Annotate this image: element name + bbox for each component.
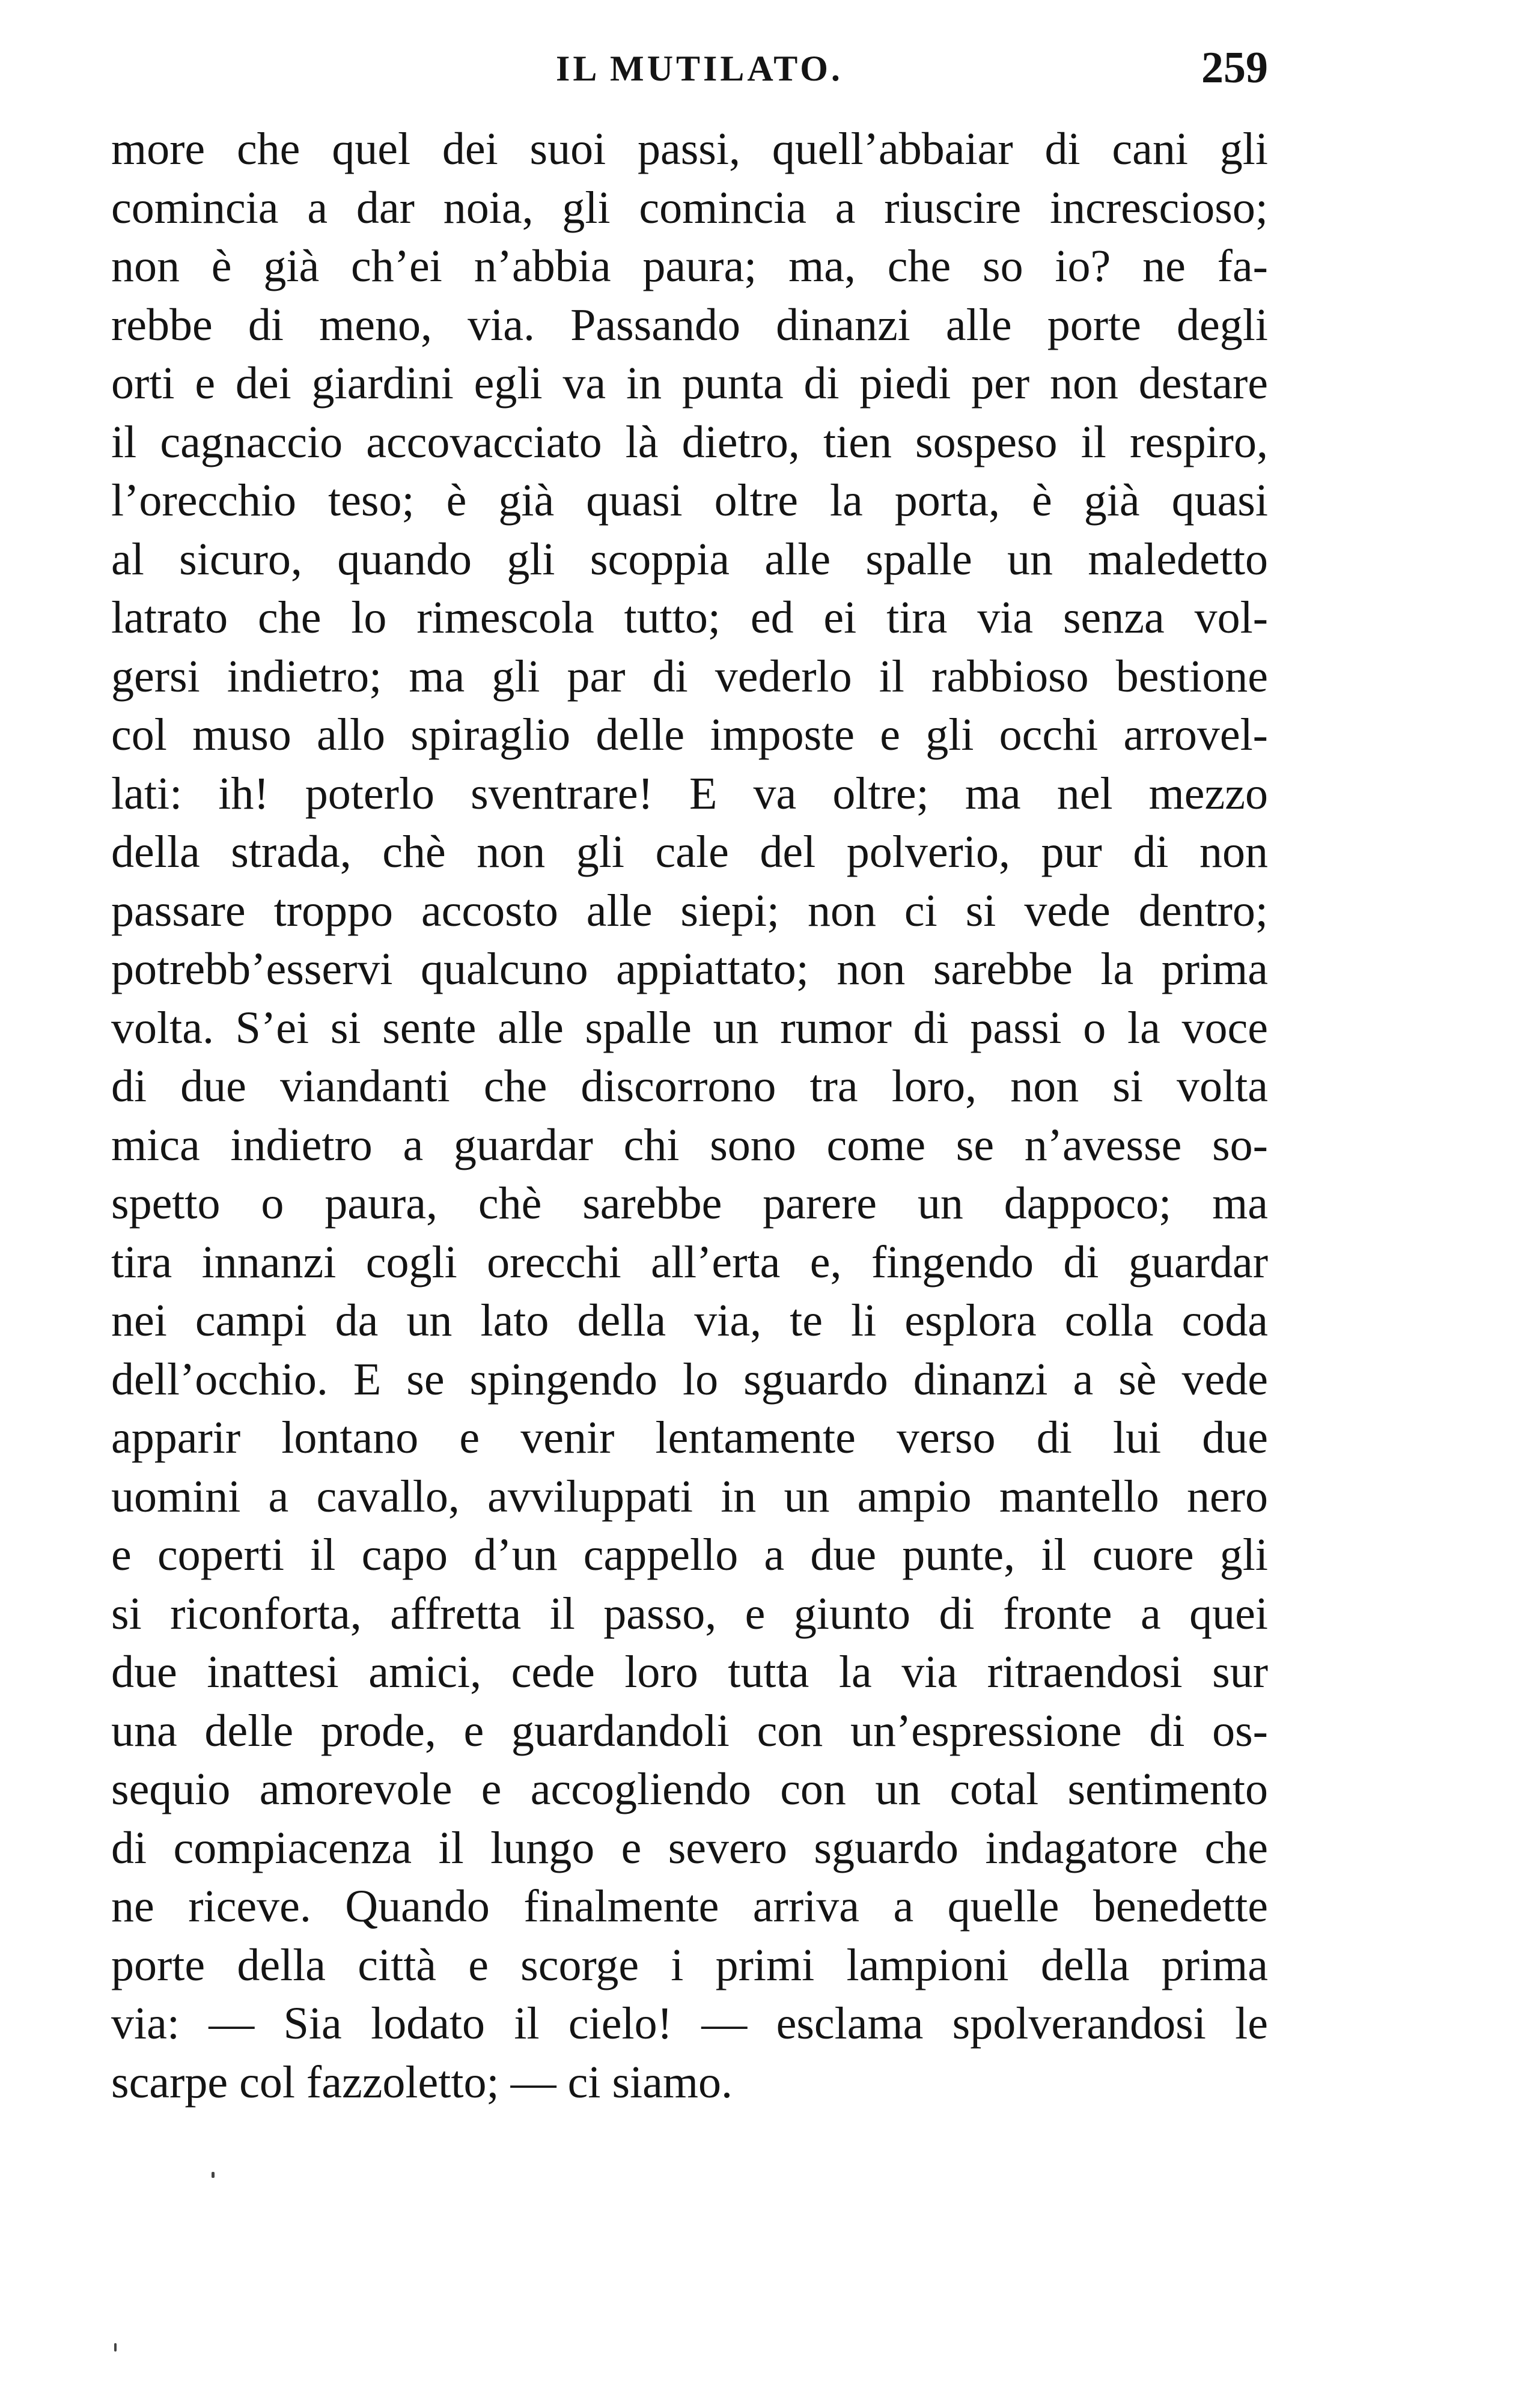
text-line: scarpe col fazzoletto; — ci siamo.: [111, 2057, 733, 2108]
text-line: sequio amorevole e accogliendo con un cotal sentimento: [111, 1764, 1268, 1814]
text-line: uomini a cavallo, avviluppati in un ampio mantello nero: [111, 1471, 1268, 1522]
text-line: mica indietro a guardar chi sono come se n’avesse so-: [111, 1119, 1268, 1170]
text-line: col muso allo spiraglio delle imposte e gli occhi arrovel-: [111, 710, 1268, 760]
text-line: via: — Sia lodato il cielo! — esclama spolverandosi le: [111, 1998, 1268, 2049]
text-line: una delle prode, e guardandoli con un’espressione di os-: [111, 1705, 1268, 1756]
text-line: al sicuro, quando gli scoppia alle spalle un maledetto: [111, 534, 1268, 585]
text-line: tira innanzi cogli orecchi all’erta e, fingendo di guardar: [111, 1236, 1268, 1288]
running-head: [111, 42, 1268, 108]
text-line: l’orecchio teso; è già quasi oltre la porta, è già quasi: [111, 475, 1268, 526]
text-line: ne riceve. Quando finalmente arriva a quelle benedette: [111, 1881, 1268, 1932]
text-line: orti e dei giardini egli va in punta di piedi per non destare: [111, 358, 1268, 409]
page-number: 259: [1201, 43, 1268, 93]
body-text: [111, 120, 1268, 2112]
text-line: porte della città e scorge i primi lampioni della prima: [111, 1939, 1268, 1990]
text-line: e coperti il capo d’un cappello a due punte, il cuore gli: [111, 1530, 1268, 1580]
text-line: latrato che lo rimescola tutto; ed ei tira via senza vol-: [111, 592, 1268, 643]
text-line: rebbe di meno, via. Passando dinanzi alle porte degli: [111, 299, 1268, 350]
text-line: di due viandanti che discorrono tra loro, non si volta: [111, 1061, 1268, 1111]
text-line: di compiacenza il lungo e severo sguardo indagatore che: [111, 1822, 1268, 1873]
text-line: spetto o paura, chè sarebbe parere un dappoco; ma: [111, 1178, 1268, 1229]
text-line: more che quel dei suoi passi, quell’abbaiar di cani gli: [111, 124, 1268, 174]
scan-speck: [212, 2172, 215, 2178]
text-line: potrebb’esservi qualcuno appiattato; non sarebbe la prima: [111, 944, 1268, 994]
text-line: dell’occhio. E se spingendo lo sguardo dinanzi a sè vede: [111, 1354, 1268, 1405]
text-line: comincia a dar noia, gli comincia a riuscire increscioso;: [111, 182, 1268, 233]
text-line: non è già ch’ei n’abbia paura; ma, che so io? ne fa-: [111, 241, 1268, 291]
text-line: si riconforta, affretta il passo, e giunto di fronte a quei: [111, 1588, 1268, 1639]
running-title: IL MUTILATO.: [556, 49, 843, 88]
text-line: due inattesi amici, cede loro tutta la via ritraendosi sur: [111, 1647, 1268, 1697]
text-line: della strada, chè non gli cale del polverio, pur di non: [111, 827, 1268, 877]
text-line: nei campi da un lato della via, te li esplora colla coda: [111, 1295, 1268, 1346]
text-line: gersi indietro; ma gli par di vederlo il rabbioso bestione: [111, 651, 1268, 702]
text-line: il cagnaccio accovacciato là dietro, tien sospeso il respiro,: [111, 416, 1268, 467]
text-line: volta. S’ei si sente alle spalle un rumor di passi o la voce: [111, 1002, 1268, 1053]
scan-speck: [114, 2343, 117, 2352]
text-line: passare troppo accosto alle siepi; non ci si vede dentro;: [111, 885, 1268, 936]
text-line: apparir lontano e venir lentamente verso di lui due: [111, 1412, 1268, 1463]
text-line: lati: ih! poterlo sventrare! E va oltre; ma nel mezzo: [111, 768, 1268, 819]
